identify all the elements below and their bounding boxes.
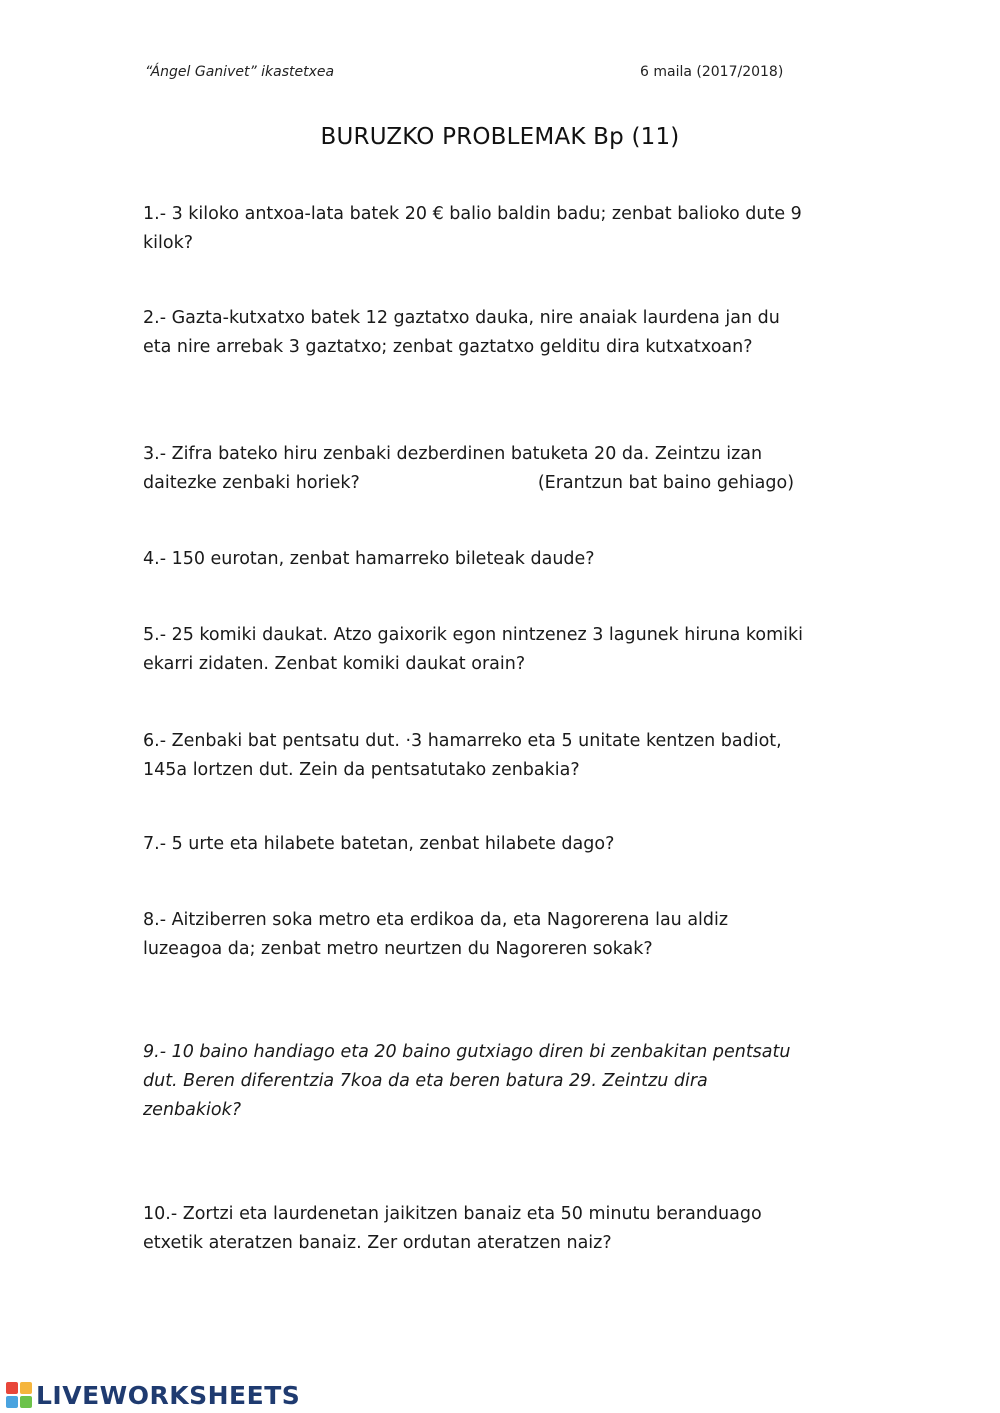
logo-square-3 bbox=[6, 1396, 18, 1408]
problem-5 bbox=[143, 621, 863, 679]
problem-5-line-1: 5.- 25 komiki daukat. Atzo gaixorik egon nintzenez 3 lagunek hiruna komiki bbox=[143, 625, 803, 645]
problem-10-line-2: etxetik ateratzen banaiz. Zer ordutan ateratzen naiz? bbox=[143, 1233, 612, 1253]
problem-4-line-1: 4.- 150 eurotan, zenbat hamarreko bileteak daude? bbox=[143, 549, 595, 569]
logo-square-1 bbox=[6, 1382, 18, 1394]
school-name bbox=[145, 64, 334, 80]
problem-9-line-1: 9.- 10 baino handiago eta 20 baino gutxiago diren bi zenbakitan pentsatu bbox=[143, 1042, 791, 1062]
logo-square-4 bbox=[20, 1396, 32, 1408]
problem-1-line-1: 1.- 3 kiloko antxoa-lata batek 20 € balio baldin badu; zenbat balioko dute 9 bbox=[143, 204, 802, 224]
problem-3-note: (Erantzun bat baino gehiago) bbox=[537, 473, 795, 493]
problem-8-line-1: 8.- Aitziberren soka metro eta erdikoa da, eta Nagorerena lau aldiz bbox=[143, 910, 729, 930]
logo-text: LIVEWORKSHEETS bbox=[36, 1380, 301, 1410]
problem-3-line-2-text: daitezke zenbaki horiek? bbox=[143, 473, 360, 493]
problem-8-line-2: luzeagoa da; zenbat metro neurtzen du Nagoreren sokak? bbox=[143, 939, 653, 959]
school-name-text: “Ángel Ganivet” ikastetxea bbox=[145, 64, 335, 80]
problem-10 bbox=[143, 1200, 863, 1258]
page-title: BURUZKO PROBLEMAK Bp (11) bbox=[320, 124, 680, 150]
grade-year: 6 maila (2017/2018) bbox=[640, 64, 784, 80]
problem-6-line-2: 145a lortzen dut. Zein da pentsatutako zenbakia? bbox=[143, 760, 580, 780]
problem-3 bbox=[143, 440, 863, 498]
problem-9 bbox=[143, 1038, 863, 1125]
problem-7-line-1: 7.- 5 urte eta hilabete batetan, zenbat hilabete dago? bbox=[143, 834, 615, 854]
problem-1 bbox=[143, 200, 863, 258]
liveworksheets-logo[interactable] bbox=[6, 1380, 300, 1410]
problem-4 bbox=[143, 545, 863, 574]
problem-3-line-1: 3.- Zifra bateko hiru zenbaki dezberdinen batuketa 20 da. Zeintzu izan bbox=[143, 444, 763, 464]
problem-2-line-2: eta nire arrebak 3 gaztatxo; zenbat gaztatxo gelditu dira kutxatxoan? bbox=[143, 337, 753, 357]
problem-9-line-3: zenbakiok? bbox=[143, 1100, 242, 1120]
problem-7 bbox=[143, 830, 863, 859]
problem-1-line-2: kilok? bbox=[143, 233, 193, 253]
problem-8 bbox=[143, 906, 863, 964]
problem-2-line-1: 2.- Gazta-kutxatxo batek 12 gaztatxo dauka, nire anaiak laurdena jan du bbox=[143, 308, 780, 328]
problem-6-line-1: 6.- Zenbaki bat pentsatu dut. ·3 hamarreko eta 5 unitate kentzen badiot, bbox=[143, 731, 782, 751]
problem-6 bbox=[143, 727, 863, 785]
logo-square-2 bbox=[20, 1382, 32, 1394]
problem-2 bbox=[143, 304, 863, 362]
liveworksheets-logo-icon bbox=[6, 1382, 32, 1408]
problem-5-line-2: ekarri zidaten. Zenbat komiki daukat orain? bbox=[143, 654, 526, 674]
problem-3-line-2 bbox=[143, 469, 863, 498]
problem-9-line-2: dut. Beren diferentzia 7koa da eta beren batura 29. Zeintzu dira bbox=[143, 1071, 708, 1091]
problem-10-line-1: 10.- Zortzi eta laurdenetan jaikitzen banaiz eta 50 minutu beranduago bbox=[143, 1204, 762, 1224]
